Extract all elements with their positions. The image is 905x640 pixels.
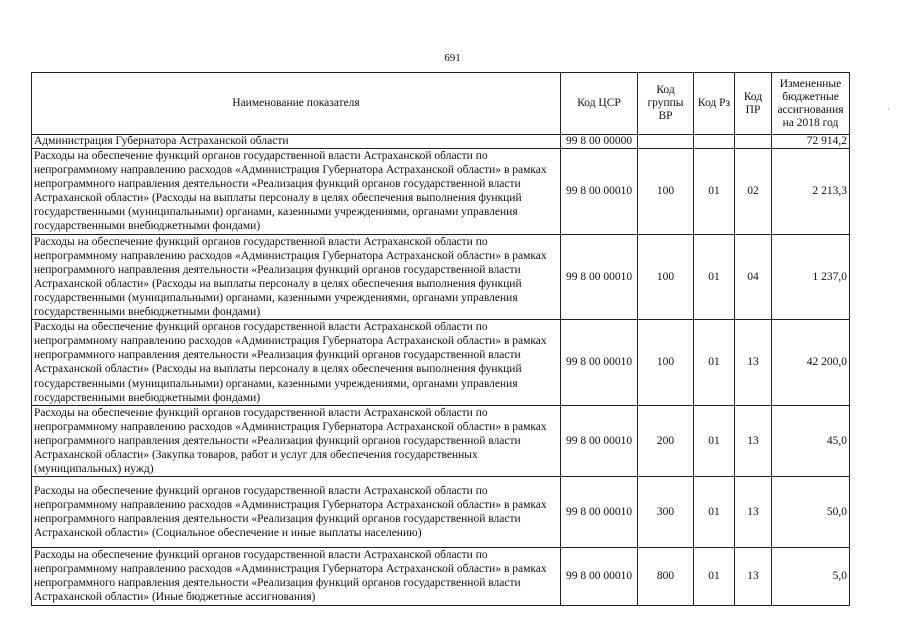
table-header-row (32, 73, 850, 135)
row-rz: 01 (694, 405, 735, 476)
row-pr: 13 (735, 405, 772, 476)
row-pr (735, 135, 772, 149)
page-number: 691 (444, 52, 461, 64)
row-csr: 99 8 00 00010 (561, 405, 638, 476)
margin-mark: · (887, 104, 890, 114)
row-vr: 100 (638, 234, 694, 320)
row-pr: 13 (735, 320, 772, 406)
col-header-amount: Измененные бюджетные ассигнования на 2018 год (772, 73, 850, 135)
row-name: Расходы на обеспечение функций органов государственной власти Астраханской области по непрограммному направлению расходов «Администрация Губернатора Астраханской области» в рамках непрограммного направления деятельности «Реализация функций органов государственной власти Астраханской области» (Закупка товаров, работ и услуг для обеспечения государственных (муниципальных) нужд) (32, 405, 561, 476)
row-csr: 99 8 00 00000 (561, 135, 638, 149)
row-name: Расходы на обеспечение функций органов государственной власти Астраханской области по непрограммному направлению расходов «Администрация Губернатора Астраханской области» в рамках непрограммного направления деятельности «Реализация функций органов государственной власти Астраханской области» (Расходы на выплаты персоналу в целях обеспечения выполнения функций государственными (муниципальными) органами, казенными учреждениями, органами управления государственными внебюджетными фондами) (32, 320, 561, 406)
row-rz (694, 135, 735, 149)
col-header-pr: Код ПР (735, 73, 772, 135)
row-amount: 1 237,0 (772, 234, 850, 320)
row-csr: 99 8 00 00010 (561, 234, 638, 320)
row-amount: 72 914,2 (772, 135, 850, 149)
col-header-rz: Код Рз (694, 73, 735, 135)
row-csr: 99 8 00 00010 (561, 320, 638, 406)
row-vr: 800 (638, 548, 694, 605)
row-amount: 45,0 (772, 405, 850, 476)
row-name: Расходы на обеспечение функций органов государственной власти Астраханской области по непрограммному направлению расходов «Администрация Губернатора Астраханской области» в рамках непрограммного направления деятельности «Реализация функций органов государственной власти Астраханской области» (Иные бюджетные ассигнования) (32, 548, 561, 605)
row-csr: 99 8 00 00010 (561, 149, 638, 235)
row-amount: 50,0 (772, 477, 850, 548)
row-name: Расходы на обеспечение функций органов государственной власти Астраханской области по непрограммному направлению расходов «Администрация Губернатора Астраханской области» в рамках непрограммного направления деятельности «Реализация функций органов государственной власти Астраханской области» (Социальное обеспечение и иные выплаты населению) (32, 477, 561, 548)
table-row (32, 548, 850, 605)
col-header-vr: Код группы ВР (638, 73, 694, 135)
table-row (32, 135, 850, 149)
row-amount: 2 213,3 (772, 149, 850, 235)
row-name: Администрация Губернатора Астраханской области (32, 135, 561, 149)
row-vr: 100 (638, 149, 694, 235)
row-name: Расходы на обеспечение функций органов государственной власти Астраханской области по непрограммному направлению расходов «Администрация Губернатора Астраханской области» в рамках непрограммного направления деятельности «Реализация функций органов государственной власти Астраханской области» (Расходы на выплаты персоналу в целях обеспечения выполнения функций государственными (муниципальными) органами, казенными учреждениями, органами управления государственными внебюджетными фондами) (32, 149, 561, 235)
row-rz: 01 (694, 149, 735, 235)
row-amount: 42 200,0 (772, 320, 850, 406)
row-vr: 300 (638, 477, 694, 548)
row-vr: 200 (638, 405, 694, 476)
row-rz: 01 (694, 548, 735, 605)
col-header-csr: Код ЦСР (561, 73, 638, 135)
row-pr: 02 (735, 149, 772, 235)
table-row (32, 477, 850, 548)
table-row (32, 234, 850, 320)
row-pr: 13 (735, 477, 772, 548)
budget-table (31, 72, 850, 606)
row-vr: 100 (638, 320, 694, 406)
row-pr: 04 (735, 234, 772, 320)
table-row (32, 405, 850, 476)
table-row (32, 149, 850, 235)
table-row (32, 320, 850, 406)
row-rz: 01 (694, 320, 735, 406)
row-rz: 01 (694, 477, 735, 548)
row-rz: 01 (694, 234, 735, 320)
row-csr: 99 8 00 00010 (561, 548, 638, 605)
row-pr: 13 (735, 548, 772, 605)
row-name: Расходы на обеспечение функций органов государственной власти Астраханской области по непрограммному направлению расходов «Администрация Губернатора Астраханской области» в рамках непрограммного направления деятельности «Реализация функций органов государственной власти Астраханской области» (Расходы на выплаты персоналу в целях обеспечения выполнения функций государственными (муниципальными) органами, казенными учреждениями, органами управления государственными внебюджетными фондами) (32, 234, 561, 320)
col-header-name: Наименование показателя (32, 73, 561, 135)
row-csr: 99 8 00 00010 (561, 477, 638, 548)
row-amount: 5,0 (772, 548, 850, 605)
row-vr (638, 135, 694, 149)
